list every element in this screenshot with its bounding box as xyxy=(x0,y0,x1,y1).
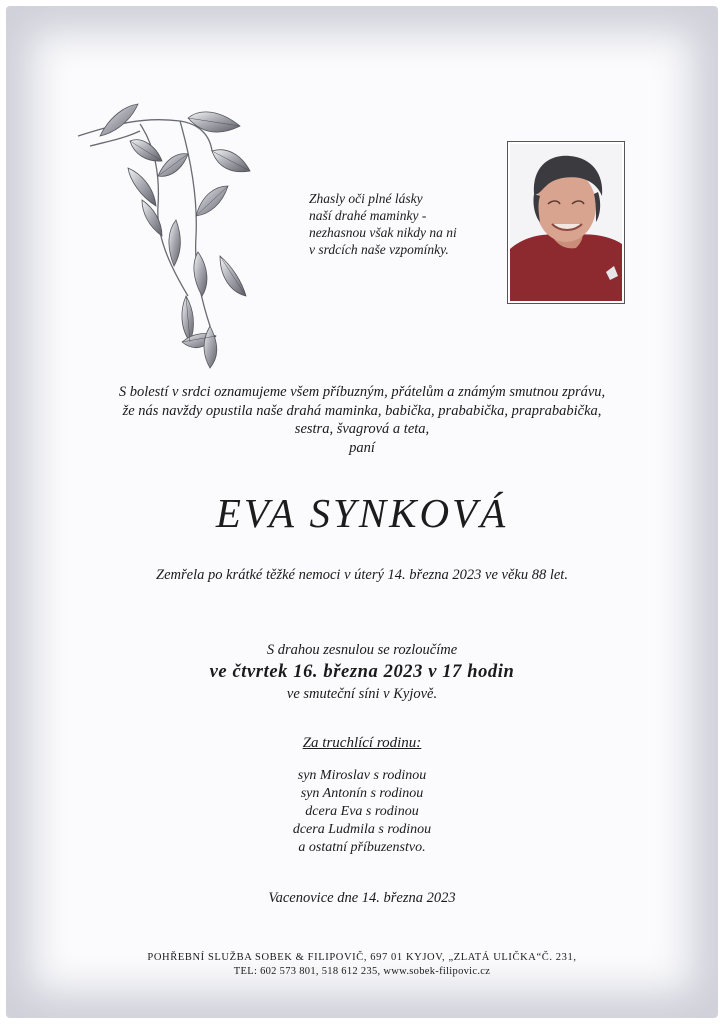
family-member: syn Miroslav s rodinou xyxy=(297,768,427,783)
quote-line: naší drahé maminky - xyxy=(309,208,427,223)
portrait-photo xyxy=(510,144,622,301)
footer xyxy=(40,951,684,978)
funeral-info xyxy=(40,640,684,704)
quote-line: nezhasnou však nikdy na ni xyxy=(309,225,457,240)
portrait-frame xyxy=(507,141,625,304)
announcement-line: S bolestí v srdci oznamujeme všem příbuzným, přátelům a známým smutnou zprávu, xyxy=(118,384,606,400)
leaf-branch-icon xyxy=(70,96,275,371)
announcement-line: paní xyxy=(349,439,375,456)
announcement-line: že nás navždy opustila naše drahá maminka, babička, prababička, praprababička, xyxy=(122,402,602,419)
announcement-line: sestra, švagrová a teta, xyxy=(294,421,430,437)
memorial-quote xyxy=(309,190,499,258)
family-member: syn Antonín s rodinou xyxy=(300,786,424,801)
funeral-intro: S drahou zesnulou se rozloučíme xyxy=(266,642,458,658)
place-and-date: Vacenovice dne 14. března 2023 xyxy=(268,890,456,906)
deceased-name: EVA SYNKOVÁ xyxy=(215,490,509,536)
quote-line: Zhasly oči plné lásky xyxy=(309,191,423,206)
funeral-service-contact: TEL: 602 573 801, 518 612 235, www.sobek-filipovic.cz xyxy=(233,965,491,977)
funeral-datetime: ve čtvrtek 16. března 2023 v 17 hodin xyxy=(209,662,515,682)
funeral-service-name: POHŘEBNÍ SLUŽBA SOBEK & FILIPOVIČ, 697 01 KYJOV, „ZLATÁ ULIČKA“Č. 231, xyxy=(147,952,577,963)
funeral-location: ve smuteční síni v Kyjově. xyxy=(286,686,438,702)
family-member: a ostatní příbuzenstvo. xyxy=(298,840,426,855)
family-heading: Za truchlící rodinu: xyxy=(302,735,422,751)
death-notice: Zemřela po krátké těžké nemoci v úterý 14. března 2023 ve věku 88 let. xyxy=(156,567,568,583)
family-member: dcera Ludmila s rodinou xyxy=(292,822,432,837)
quote-line: v srdcích naše vzpomínky. xyxy=(309,242,449,257)
family-list xyxy=(40,767,684,857)
family-member: dcera Eva s rodinou xyxy=(305,804,419,819)
announcement-text xyxy=(40,383,684,457)
